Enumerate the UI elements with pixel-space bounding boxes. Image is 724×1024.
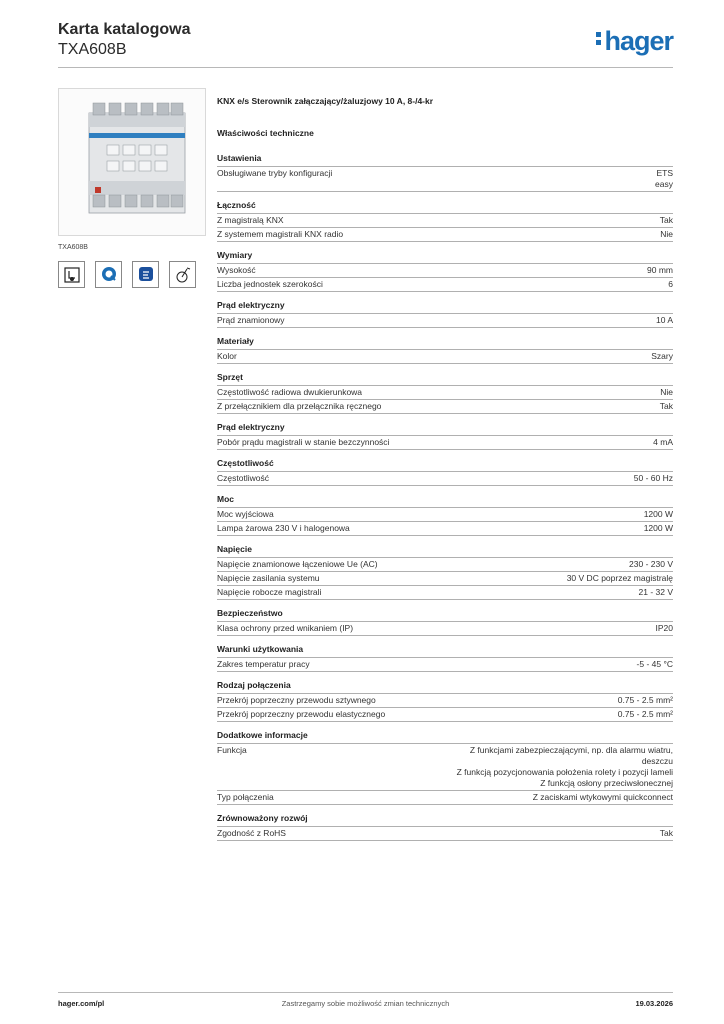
property-row <box>217 214 673 228</box>
logo-text: hager <box>604 26 673 56</box>
property-group <box>217 422 673 450</box>
product-caption: TXA608B <box>58 244 88 251</box>
property-value-line: 50 - 60 Hz <box>633 473 673 483</box>
property-label: Z przełącznikiem dla przełącznika ręcznego <box>217 401 382 411</box>
property-value-line: 1200 W <box>643 523 673 533</box>
property-value <box>332 168 673 190</box>
property-label: Przekrój poprzeczny przewodu sztywnego <box>217 695 376 705</box>
property-value-line: 10 A <box>655 315 673 325</box>
footer-disclaimer: Zastrzegamy sobie możliwość zmian technicznych <box>281 999 450 1008</box>
footer-website: hager.com/pl <box>58 999 105 1008</box>
property-value-line: Szary <box>651 351 673 361</box>
property-value-line: Tak <box>659 401 673 411</box>
group-title: Materiały <box>217 336 673 350</box>
property-group <box>217 200 673 242</box>
property-value <box>310 659 673 670</box>
property-value-line: ETS <box>656 168 673 178</box>
property-row <box>217 522 673 536</box>
property-value <box>381 401 673 412</box>
property-value <box>320 573 673 584</box>
property-value-line: Z zaciskami wtykowymi quickconnect <box>532 792 673 802</box>
group-title: Prąd elektryczny <box>217 300 673 314</box>
property-value <box>284 215 673 226</box>
property-row <box>217 472 673 486</box>
property-row <box>217 791 673 805</box>
group-title: Rodzaj połączenia <box>217 680 673 694</box>
property-group <box>217 680 673 722</box>
property-value <box>385 709 673 720</box>
property-group <box>217 372 673 414</box>
property-value <box>285 315 673 326</box>
property-row <box>217 572 673 586</box>
property-value <box>286 828 673 839</box>
property-value <box>343 229 673 240</box>
property-label: Typ połączenia <box>217 792 274 802</box>
footer-date: 19.03.2026 <box>635 999 673 1008</box>
property-value <box>256 265 673 276</box>
property-label: Obsługiwane tryby konfiguracji <box>217 168 333 178</box>
property-row <box>217 558 673 572</box>
group-title: Ustawienia <box>217 153 673 167</box>
knx-certified-icon <box>58 261 85 288</box>
property-row <box>217 350 673 364</box>
property-value-line: 21 - 32 V <box>638 587 673 597</box>
property-label: Prąd znamionowy <box>217 315 285 325</box>
property-value-line: 0.75 - 2.5 mm² <box>617 695 673 705</box>
product-sidebar <box>58 88 206 288</box>
group-title: Warunki użytkowania <box>217 644 673 658</box>
property-value-line: Z funkcjami zabezpieczającymi, np. dla alarmu wiatru, <box>469 745 673 755</box>
property-label: Zakres temperatur pracy <box>217 659 310 669</box>
property-value <box>323 279 673 290</box>
document-title: Karta katalogowa <box>58 21 191 38</box>
property-value <box>237 351 673 362</box>
property-label: Z systemem magistrali KNX radio <box>217 229 344 239</box>
property-value <box>350 523 673 534</box>
property-row <box>217 708 673 722</box>
property-label: Funkcja <box>217 745 247 755</box>
property-group <box>217 250 673 292</box>
property-row <box>217 586 673 600</box>
property-group <box>217 730 673 805</box>
property-value-line: 4 mA <box>653 437 673 447</box>
property-label: Wysokość <box>217 265 256 275</box>
property-value <box>376 695 673 706</box>
property-row <box>217 827 673 841</box>
property-label: Zgodność z RoHS <box>217 828 286 838</box>
property-label: Lampa żarowa 230 V i halogenowa <box>217 523 350 533</box>
property-value-line: 6 <box>668 279 673 289</box>
property-row <box>217 167 673 192</box>
property-label: Moc wyjściowa <box>217 509 274 519</box>
logo-dots-icon <box>596 29 602 48</box>
section-heading-technical: Właściwości techniczne <box>217 128 314 138</box>
property-value <box>269 473 673 484</box>
property-label: Częstotliwość radiowa dwukierunkowa <box>217 387 363 397</box>
group-title: Moc <box>217 494 673 508</box>
certification-icons <box>58 261 206 288</box>
property-value-line: 90 mm <box>647 265 673 275</box>
property-group <box>217 458 673 486</box>
property-label: Liczba jednostek szerokości <box>217 279 323 289</box>
property-value-line: Z funkcją osłony przeciwsłonecznej <box>540 778 673 788</box>
property-value-line: Tak <box>659 828 673 838</box>
property-row <box>217 658 673 672</box>
property-row <box>217 400 673 414</box>
property-group <box>217 644 673 672</box>
property-row <box>217 264 673 278</box>
page-header <box>58 20 673 68</box>
property-label: Przekrój poprzeczny przewodu elastycznego <box>217 709 386 719</box>
property-row <box>217 694 673 708</box>
property-row <box>217 744 673 791</box>
group-title: Bezpieczeństwo <box>217 608 673 622</box>
easy-icon <box>132 261 159 288</box>
group-title: Zrównoważony rozwój <box>217 813 673 827</box>
property-value-line: Z funkcją pozycjonowania położenia rolety i pozycji lameli <box>456 767 673 777</box>
property-label: Klasa ochrony przed wnikaniem (IP) <box>217 623 354 633</box>
property-value <box>353 623 673 634</box>
property-row <box>217 386 673 400</box>
group-title: Dodatkowe informacje <box>217 730 673 744</box>
property-label: Napięcie robocze magistrali <box>217 587 322 597</box>
property-row <box>217 278 673 292</box>
hager-logo <box>596 26 673 57</box>
group-title: Prąd elektryczny <box>217 422 673 436</box>
din-rail-actuator-icon <box>59 89 205 235</box>
property-value <box>389 437 673 448</box>
property-value <box>362 387 673 398</box>
property-group <box>217 153 673 192</box>
property-value-line: -5 - 45 °C <box>636 659 673 669</box>
property-row <box>217 508 673 522</box>
property-value-line: Tak <box>659 215 673 225</box>
product-title: KNX e/s Sterownik załączający/żaluzjowy 10 A, 8-/4-kr <box>217 96 434 106</box>
property-value-line: Nie <box>660 387 673 397</box>
property-value-line: 1200 W <box>643 509 673 519</box>
property-row <box>217 436 673 450</box>
product-code: TXA608B <box>58 41 127 58</box>
property-label: Kolor <box>217 351 237 361</box>
group-title: Wymiary <box>217 250 673 264</box>
property-label: Napięcie znamionowe łączeniowe Ue (AC) <box>217 559 378 569</box>
quicklink-icon <box>95 261 122 288</box>
property-row <box>217 228 673 242</box>
property-group <box>217 300 673 328</box>
property-group <box>217 608 673 636</box>
page-footer <box>58 992 673 1012</box>
property-label: Z magistralą KNX <box>217 215 284 225</box>
property-value-line: 0.75 - 2.5 mm² <box>617 709 673 719</box>
property-group <box>217 336 673 364</box>
group-title: Częstotliwość <box>217 458 673 472</box>
property-label: Częstotliwość <box>217 473 269 483</box>
property-value <box>247 745 673 789</box>
property-label: Pobór prądu magistrali w stanie bezczynności <box>217 437 390 447</box>
group-title: Sprzęt <box>217 372 673 386</box>
group-title: Napięcie <box>217 544 673 558</box>
property-row <box>217 622 673 636</box>
property-value-line: easy <box>655 179 673 189</box>
property-value-line: deszczu <box>641 756 673 766</box>
property-row <box>217 314 673 328</box>
property-group <box>217 544 673 600</box>
property-value-line: Nie <box>660 229 673 239</box>
property-value-line: IP20 <box>655 623 673 633</box>
product-image <box>58 88 206 236</box>
property-value <box>274 792 673 803</box>
technical-sheet <box>217 96 673 849</box>
property-value-line: 230 - 230 V <box>629 559 673 569</box>
property-value-line: 30 V DC poprzez magistralę <box>566 573 673 583</box>
property-label: Napięcie zasilania systemu <box>217 573 320 583</box>
property-value <box>274 509 673 520</box>
property-group <box>217 494 673 536</box>
bus-configuration-icon <box>169 261 196 288</box>
property-groups <box>217 153 673 841</box>
property-value <box>378 559 673 570</box>
property-value <box>321 587 673 598</box>
group-title: Łączność <box>217 200 673 214</box>
property-group <box>217 813 673 841</box>
